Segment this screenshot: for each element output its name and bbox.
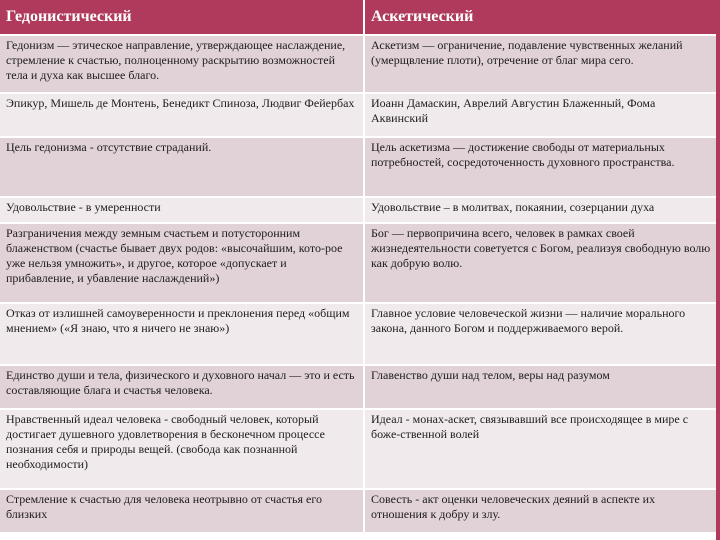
hedonistic-cell: Отказ от излишней самоуверенности и преклонения перед «общим мнением» («Я знаю, что я ничего не знаю»)	[0, 303, 364, 365]
header-ascetic: Аскетический	[364, 0, 720, 35]
hedonistic-cell: Нравственный идеал человека - свободный человек, который достигает душевного удовлетворения в бесконечном процессе познания себя и природы вещей. (свобода как познанной необходимости)	[0, 409, 364, 489]
table-row	[0, 137, 720, 197]
hedonistic-cell: Единство души и тела, физического и духовного начал — это и есть составляющие блага и счастья человека.	[0, 365, 364, 409]
hedonistic-cell: Цель гедонизма - отсутствие страданий.	[0, 137, 364, 197]
ascetic-cell: Главенство души над телом, веры над разумом	[364, 365, 720, 409]
ascetic-cell: Иоанн Дамаскин, Аврелий Августин Блаженный, Фома Аквинский	[364, 93, 720, 137]
table-row	[0, 303, 720, 365]
ascetic-cell: Идеал - монах-аскет, связывавший все происходящее в мире с боже-ственной волей	[364, 409, 720, 489]
table-row	[0, 489, 720, 533]
table-row	[0, 223, 720, 303]
hedonistic-cell: Гедонизм — этическое направление, утверждающее наслаждение, стремление к счастью, полноценному раскрытию возможностей тела и духа как высшее благо.	[0, 35, 364, 93]
hedonistic-cell: Удовольствие - в умеренности	[0, 197, 364, 223]
decorative-side-strip	[716, 0, 720, 540]
hedonistic-cell: Эпикур, Мишель де Монтень, Бенедикт Спиноза, Людвиг Фейербах	[0, 93, 364, 137]
ascetic-cell: Цель аскетизма — достижение свободы от материальных потребностей, сосредоточенность духовного пространства.	[364, 137, 720, 197]
ascetic-cell: Аскетизм — ограничение, подавление чувственных желаний (умерщвление плоти), отречение от благ мира сего.	[364, 35, 720, 93]
ascetic-cell: Совесть - акт оценки человеческих деяний в аспекте их отношения к добру и злу.	[364, 489, 720, 533]
table-row	[0, 93, 720, 137]
hedonistic-cell: Стремление к счастью для человека неотрывно от счастья его близких	[0, 489, 364, 533]
hedonistic-cell: Разграничения между земным счастьем и потусторонним блаженством (счастье бывает двух родов: «высочайшим, кото-рое уже нельзя умножить», и другое, которое «допускает и прибавление, и убавление наслаждений»)	[0, 223, 364, 303]
table-row	[0, 365, 720, 409]
ascetic-cell: Бог — первопричина всего, человек в рамках своей жизнедеятельности советуется с Богом, реализуя свободную волю как добрую волю.	[364, 223, 720, 303]
ascetic-cell: Главное условие человеческой жизни — наличие морального закона, данного Богом и поддерживаемого верой.	[364, 303, 720, 365]
table-header-row	[0, 0, 720, 35]
header-hedonistic: Гедонистический	[0, 0, 364, 35]
ascetic-cell: Удовольствие – в молитвах, покаянии, созерцании духа	[364, 197, 720, 223]
table-row	[0, 197, 720, 223]
table-row	[0, 409, 720, 489]
table-row	[0, 35, 720, 93]
